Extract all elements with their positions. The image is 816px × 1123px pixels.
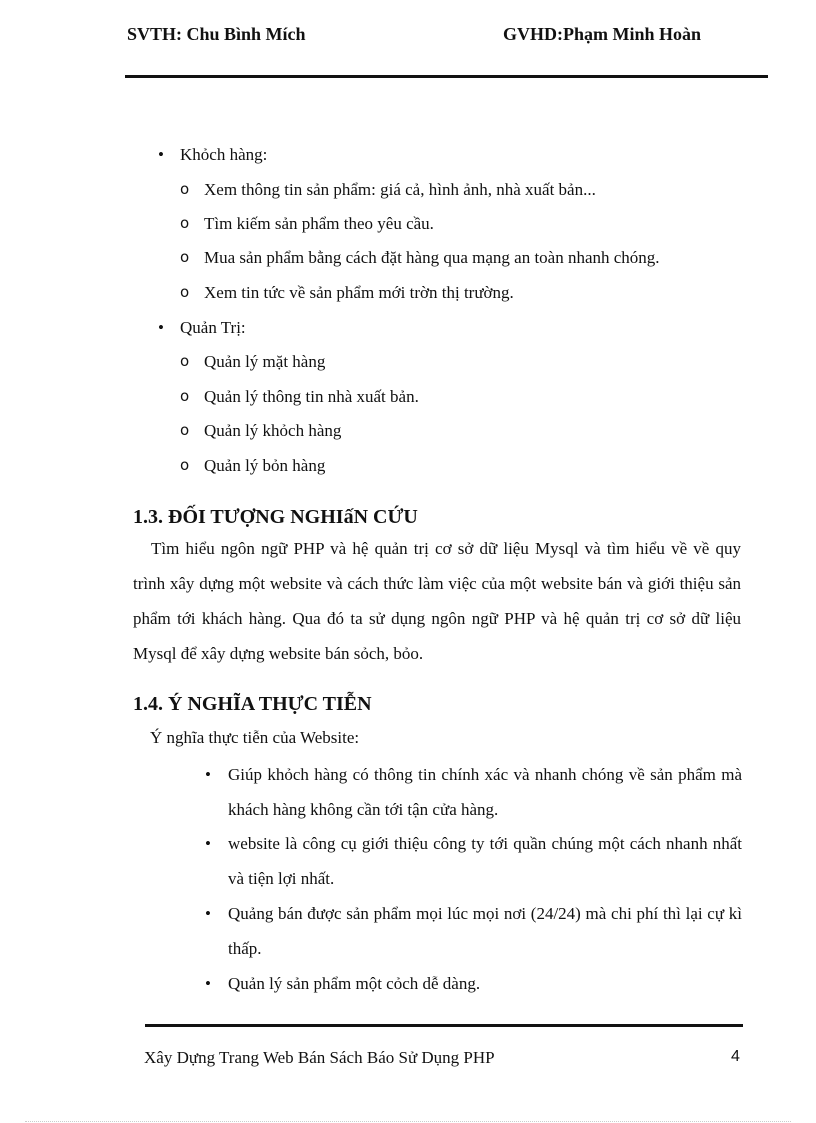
circle-bullet-icon: o [180,456,190,474]
admin-label: Quản Trị: [180,318,246,337]
list-item [205,896,742,966]
list-item-text: Quản lý thông tin nhà xuất bản. [204,387,419,406]
circle-bullet-icon: o [180,180,190,198]
footer-rule [145,1024,743,1027]
list-item-text: Quản lý sản phẩm một cỏch dễ dàng. [228,974,481,993]
header-advisor: GVHD:Phạm Minh Hoàn [503,24,702,44]
section-1-3-heading: 1.3. ĐỐI TƯỢNG NGHIấN CỨU [133,506,418,528]
section-1-3-paragraph [133,531,741,671]
list-item [205,757,742,827]
page-number: 4 [731,1048,740,1065]
list-item-text: Quản lý mặt hàng [204,352,326,371]
page-boundary [25,1121,791,1122]
circle-bullet-icon: o [180,387,190,405]
bullet-icon: • [158,318,164,337]
list-item-text: Giúp khỏch hàng có thông tin chính xác và nhanh chóng về sản phẩm mà khách hàng không cần tới tận cửa hàng. [228,765,742,819]
header-rule [125,75,768,78]
circle-bullet-icon: o [180,248,190,266]
list-item-text: Quảng bán được sản phẩm mọi lúc mọi nơi (24/24) mà chi phí thì lại cự kì thấp. [228,904,742,958]
list-item-text: Mua sản phẩm bằng cách đặt hàng qua mạng an toàn nhanh chóng. [204,248,660,267]
circle-bullet-icon: o [180,283,190,301]
list-item-text: Xem thông tin sản phẩm: giá cả, hình ảnh, nhà xuất bản... [204,180,596,199]
customer-label: Khỏch hàng: [180,145,268,164]
bullet-icon: • [205,974,211,993]
header-student: SVTH: Chu Bình Mích [127,24,306,44]
circle-bullet-icon: o [180,214,190,232]
list-item [205,826,742,896]
list-item-text: Quản lý bỏn hàng [204,456,326,475]
circle-bullet-icon: o [180,421,190,439]
section-1-4-heading: 1.4. Ý NGHĨA THỰC TIỄN [133,693,372,715]
section-1-4-intro: Ý nghĩa thực tiễn của Website: [150,728,360,747]
paragraph-text: Tìm hiểu ngôn ngữ PHP và hệ quản trị cơ sở dữ liệu Mysql và tìm hiểu về về quy trình xây dựng một website và cách thức làm việc của một website bán và giới thiệu sản phẩm tới khách hàng. Qua đó ta sử dụng ngôn ngữ PHP và hệ quản trị cơ sở dữ liệu Mysql để xây dựng website bán sỏch, bỏo. [133,539,741,663]
list-item [205,966,742,1001]
list-item-text: Quản lý khỏch hàng [204,421,342,440]
list-item-text: Tìm kiếm sản phẩm theo yêu cầu. [204,214,434,233]
bullet-icon: • [205,834,211,853]
bullet-icon: • [205,904,211,923]
list-item-text: Xem tin tức về sản phẩm mới trờn thị trường. [204,283,514,302]
bullet-icon: • [158,145,164,164]
footer-title: Xây Dựng Trang Web Bán Sách Báo Sử Dụng PHP [144,1048,495,1067]
list-item-text: website là công cụ giới thiệu công ty tới quần chúng một cách nhanh nhất và tiện lợi nhất. [228,834,742,888]
circle-bullet-icon: o [180,352,190,370]
bullet-icon: • [205,765,211,784]
